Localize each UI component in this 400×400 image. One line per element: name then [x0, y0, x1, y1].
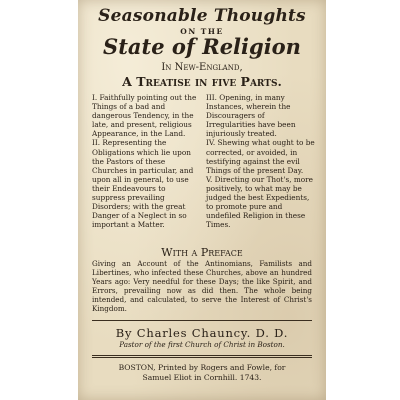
part-two: II. Representing the Obligations which lie upon the Pastors of these Churches in particular, and upon all in general, to use their Endeavours to suppress prevailing Disorders; with the great Danger of a Neglect in so important a Matter. — [92, 138, 194, 230]
parts-left-column — [92, 93, 198, 229]
preface-text: Giving an Account of the Antinomians, Familists and Libertines, who infected these Churches, above an hundred Years ago: Very needful for these Days; the like Spirit, and Errors, prevailing now as did then. The whole being intended, and calculated, to serve the Interest of Christ's Kingdom. — [92, 259, 312, 313]
imprint-line-2: Samuel Eliot in Cornhill. 1743. — [142, 373, 262, 382]
parts-right-column — [206, 93, 316, 229]
author-line: By Charles Chauncy. D. D. — [115, 326, 289, 340]
double-divider-rule — [92, 355, 312, 358]
title-line-treatise: A Treatise in five Parts. — [122, 74, 282, 89]
title-line-seasonable-thoughts: Seasonable Thoughts — [98, 6, 306, 26]
divider-rule — [92, 320, 312, 321]
author-pastor-line: Pastor of the first Church of Christ in Boston. — [119, 340, 285, 349]
preface-heading: With a Preface — [161, 246, 243, 259]
title-line-on-the: ON THE — [180, 27, 224, 36]
part-one: I. Faithfully pointing out the Things of a bad and dangerous Tendency, in the late, and present, religious Appearance, in the Land. — [92, 93, 197, 139]
imprint-line-1: BOSTON, Printed by Rogers and Fowle, for — [118, 363, 286, 372]
imprint — [92, 363, 312, 383]
title-page — [78, 0, 326, 400]
title-line-new-england: In New-England, — [161, 62, 243, 73]
part-four: IV. Shewing what ought to be corrected, or avoided, in testifying against the evil Things of the present Day. — [206, 138, 315, 175]
part-three: III. Opening, in many Instances, wherein the Discouragers of Irregularities have been injuriously treated. — [206, 93, 296, 139]
title-line-state-of-religion: State of Religion — [103, 34, 301, 59]
part-five: V. Directing our Thot's, more positively, to what may be judged the best Expedients, to promote pure and undefiled Religion in these Times. — [206, 174, 313, 230]
